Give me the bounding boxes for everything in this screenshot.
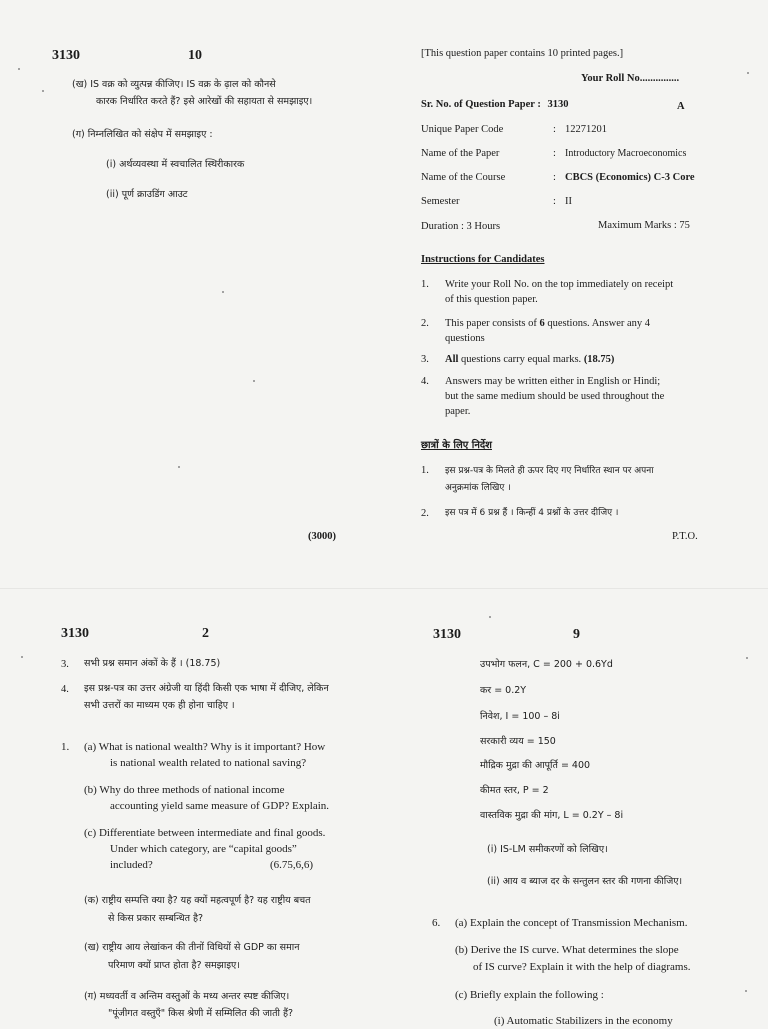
scan-speck [746,657,748,659]
question-text: accounting yield same measure of GDP? Explain. [110,800,330,812]
scan-speck [222,291,224,293]
list-number: 2. [421,508,429,519]
question-text: (a) Explain the concept of Transmission Mechanism. [455,917,688,929]
paper-code: 3130 [52,48,80,63]
question-text: (c) Differentiate between intermediate and final goods. [84,827,326,839]
question-number: 1. [61,741,70,753]
instruction-line: इस प्रश्न-पत्र के मिलते ही ऊपर दिए गए निर्धारित स्थान पर अपना [445,466,654,476]
question-text: of IS curve? Explain it with the help of diagrams. [473,961,691,973]
instruction-line: This paper consists of 6 questions. Answer any 4 [445,318,651,329]
question-text: (a) What is national wealth? Why is it important? How [84,741,326,753]
list-number: 3. [421,354,429,365]
scan-speck [178,466,180,468]
equation: कर = 0.2Y [480,685,527,696]
question-text: (ख) IS वक्र को व्युत्पन्न कीजिए। IS वक्र के ढ़ाल को कौनसे [72,79,276,90]
hindi-instructions-title: छात्रों के लिए निर्देश [421,440,492,451]
instruction-line: सभी उत्तरों का माध्यम एक ही होना चाहिए । [84,700,235,711]
equation: कीमत स्तर, P = 2 [480,785,549,796]
serial-value: 3130 [547,99,569,110]
question-text: (ख) राष्ट्रीय आय लेखांकन की तीनों विधियों से GDP का समान [84,942,300,953]
info-row: Semester : II [421,196,572,207]
copies-count: (3000) [308,531,336,542]
question-text: included? [110,859,153,871]
question-text: (i) IS-LM समीकरणों को लिखिए। [487,844,608,855]
question-text: Under which category, are “capital goods” [110,843,297,855]
question-text: (b) Why do three methods of national income [84,784,285,796]
set-letter: A [677,101,685,112]
roll-number-field: Your Roll No............... [581,73,680,84]
list-number: 1. [421,279,429,290]
list-number: 4. [61,684,69,695]
serial-label: Sr. No. of Question Paper : [421,99,541,110]
question-text: कारक निर्धारित करते हैं? इसे आरेखों की सहायता से समझाइए। [96,96,313,107]
equation: सरकारी व्यय = 150 [480,736,556,747]
instruction-line: of this question paper. [445,294,538,305]
instruction-line: इस प्रश्न-पत्र का उत्तर अंग्रेजी या हिंदी किसी एक भाषा में दीजिए, लेकिन [84,683,329,694]
instruction-line: Answers may be written either in English or Hindi; [445,376,661,387]
question-text: (ii) आय व ब्याज दर के सन्तुलन स्तर की गणना कीजिए। [487,876,683,887]
question-text: (ग) मध्यवर्ती व अन्तिम वस्तुओं के मध्य अन्तर स्पष्ट कीजिए। [84,991,290,1002]
scan-speck [18,68,20,70]
instruction-line: Write your Roll No. on the top immediately on receipt [445,279,674,290]
list-number: 1. [421,465,429,476]
scan-speck [253,380,255,382]
question-number: 6. [432,917,441,929]
list-number: 4. [421,376,429,387]
question-text: (i) Automatic Stabilizers in the economy [494,1015,673,1027]
duration: Duration : 3 Hours [421,221,501,232]
question-text: (b) Derive the IS curve. What determines the slope [455,944,679,956]
serial-number-row [421,99,569,110]
instruction-line: All questions carry equal marks. (18.75) [445,354,615,365]
scan-speck [21,656,23,658]
info-row: Name of the Paper : Introductory Macroeconomics [421,148,687,159]
question-text: (ii) पूर्ण क्राउडिंग आउट [106,189,188,200]
instructions-title: Instructions for Candidates [421,254,545,265]
question-text: is national wealth related to national saving? [110,757,307,769]
list-number: 3. [61,659,69,670]
page-number: 10 [188,48,202,63]
equation: वास्तविक मुद्रा की मांग, L = 0.2Y – 8i [480,810,624,821]
question-text: से किस प्रकार सम्बन्धित है? [108,913,204,924]
instruction-line: but the same medium should be used throughout the [445,391,665,402]
page-number: 2 [202,626,209,641]
equation: मौद्रिक मुद्रा की आपूर्ति = 400 [480,760,591,771]
instruction-line: questions [445,333,485,344]
instruction-line: इस पत्र में 6 प्रश्न हैं । किन्हीं 4 प्रश्नों के उत्तर दीजिए । [445,508,619,518]
please-turn-over: P.T.O. [672,531,698,542]
page-count-note: [This question paper contains 10 printed pages.] [421,48,624,59]
question-text: परिमाण क्यों प्राप्त होता है? समझाइए। [108,960,240,971]
info-row: Unique Paper Code : 12271201 [421,124,607,135]
paper-code: 3130 [433,627,461,642]
equation: निवेश, I = 100 – 8i [480,711,560,722]
info-row: Name of the Course : CBCS (Economics) C-3 Core [421,172,695,183]
question-text: (ग) निम्नलिखित को संक्षेप में समझाइए : [72,129,213,140]
page-divider [0,588,768,589]
question-text: (c) Briefly explain the following : [455,989,604,1001]
paper-code: 3130 [61,626,89,641]
scan-speck [745,990,747,992]
scan-speck [747,72,749,74]
maximum-marks: Maximum Marks : 75 [598,220,690,231]
question-text: "पूंजीगत वस्तुएँ" किस श्रेणी में सम्मिलित की जाती हैं? [108,1008,294,1019]
scan-speck [489,616,491,618]
instruction-line: सभी प्रश्न समान अंकों के हैं । (18.75) [84,658,221,669]
list-number: 2. [421,318,429,329]
equation: उपभोग फलन, C = 200 + 0.6Yd [480,659,613,670]
question-text: (i) अर्थव्यवस्था में स्वचालित स्थिरीकारक [106,159,245,170]
question-text: (क) राष्ट्रीय सम्पत्ति क्या है? यह क्यों महत्वपूर्ण है? यह राष्ट्रीय बचत [84,895,311,906]
instruction-line: paper. [445,406,471,417]
scan-speck [42,90,44,92]
instruction-line: अनुक्रमांक लिखिए । [445,483,511,493]
page-number: 9 [573,627,580,642]
marks: (6.75,6,6) [270,859,314,871]
